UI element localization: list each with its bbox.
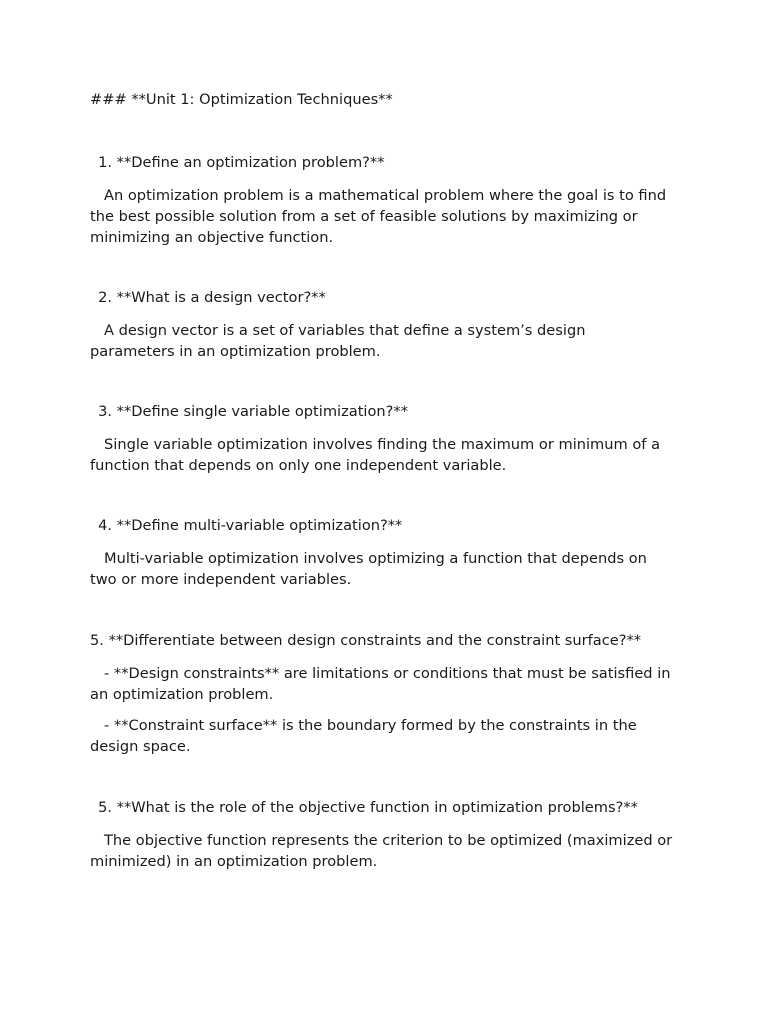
bullet-constraint-surface-text: - **Constraint surface** is the boundary formed by the constraints in the design space.: [90, 717, 637, 755]
answer-6: [90, 830, 675, 872]
question-3-text: **Define single variable optimization?**: [116, 403, 409, 420]
answer-4-text: Multi-variable optimization involves optimizing a function that depends on two or more independent variables.: [90, 550, 647, 588]
question-1-number: 1.: [98, 154, 112, 171]
bullet-constraint-surface: [90, 715, 675, 757]
answer-1-text: An optimization problem is a mathematical problem where the goal is to find the best possible solution from a set of feasible solutions by maximizing or minimizing an objective function.: [90, 187, 667, 246]
question-6-number: 5.: [98, 799, 112, 816]
bullet-design-constraints: [90, 663, 675, 705]
answer-4: [90, 548, 675, 590]
bullet-design-constraints-text: - **Design constraints** are limitations or conditions that must be satisfied in an optimization problem.: [90, 665, 671, 703]
question-3-number: 3.: [98, 403, 112, 420]
question-5-plain: 5. **Differentiate between design constraints and the constraint surface?**: [90, 632, 642, 649]
answer-3: [90, 434, 675, 476]
question-3: [67, 403, 408, 420]
answer-1: [90, 185, 675, 248]
question-4-number: 4.: [98, 517, 112, 534]
question-2-text: **What is a design vector?**: [116, 289, 326, 306]
question-6: [67, 799, 638, 816]
question-2-number: 2.: [98, 289, 112, 306]
answer-3-text: Single variable optimization involves finding the maximum or minimum of a function that depends on only one independent variable.: [90, 436, 661, 474]
answer-2-text: A design vector is a set of variables that define a system’s design parameters in an optimization problem.: [90, 322, 586, 360]
unit-heading: ### **Unit 1: Optimization Techniques**: [90, 91, 393, 108]
question-1: [67, 154, 385, 171]
question-6-text: **What is the role of the objective function in optimization problems?**: [116, 799, 638, 816]
question-2: [67, 289, 326, 306]
question-1-text: **Define an optimization problem?**: [116, 154, 385, 171]
question-4: [67, 517, 402, 534]
answer-6-text: The objective function represents the criterion to be optimized (maximized or minimized) in an optimization problem.: [90, 832, 673, 870]
question-4-text: **Define multi-variable optimization?**: [116, 517, 403, 534]
answer-2: [90, 320, 620, 362]
